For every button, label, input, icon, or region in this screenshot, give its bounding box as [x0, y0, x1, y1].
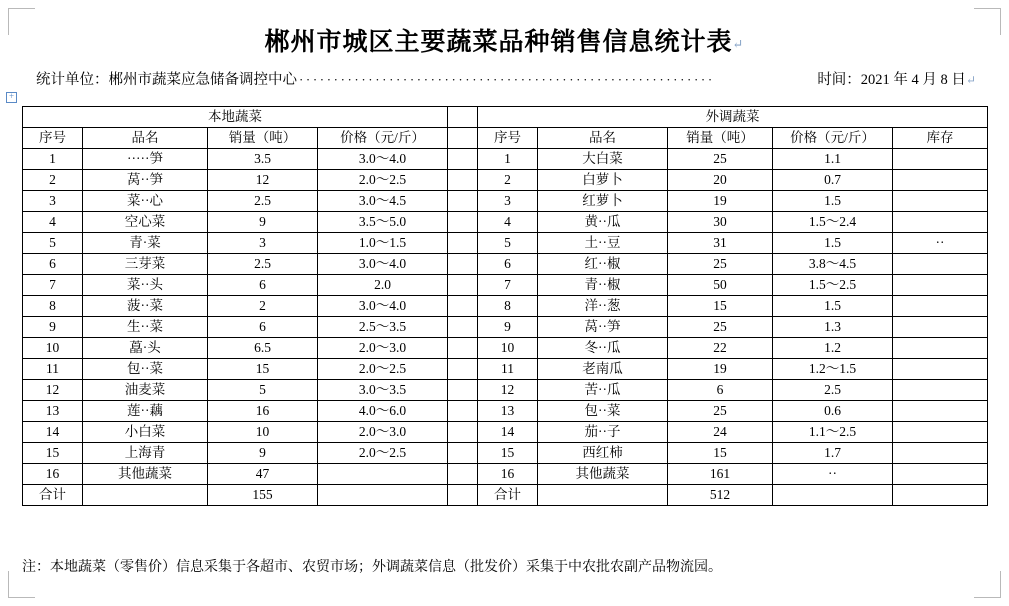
- cell-ext-no: 5: [478, 233, 538, 254]
- paragraph-mark-icon-2: ↵: [965, 73, 976, 87]
- cell-local-sales: 6: [208, 317, 318, 338]
- cell-local-total-label: 合计: [23, 485, 83, 506]
- spacer-cell: [448, 464, 478, 485]
- group-header-external: 外调蔬菜: [478, 107, 988, 128]
- cell-ext-no: 6: [478, 254, 538, 275]
- cell-local-name: 包··菜: [83, 359, 208, 380]
- cell-local-price: 2.0～3.0: [318, 422, 448, 443]
- spacer-cell: [448, 317, 478, 338]
- cell-ext-stock: [893, 359, 988, 380]
- table-row: [23, 401, 988, 422]
- cell-ext-stock: [893, 149, 988, 170]
- cell-local-total-name: [83, 485, 208, 506]
- table-row: [23, 380, 988, 401]
- cell-ext-stock: [893, 191, 988, 212]
- cell-ext-price: 1.2: [773, 338, 893, 359]
- cell-ext-sales: 15: [668, 443, 773, 464]
- cell-ext-name: 老南瓜: [538, 359, 668, 380]
- cell-ext-no: 8: [478, 296, 538, 317]
- cell-ext-price: ··: [773, 464, 893, 485]
- spacer-cell: [448, 296, 478, 317]
- cell-local-sales: 9: [208, 212, 318, 233]
- col-header-ext-no: 序号: [478, 128, 538, 149]
- table-row: [23, 422, 988, 443]
- paragraph-mark-icon: ↵: [732, 36, 745, 52]
- cell-local-sales: 10: [208, 422, 318, 443]
- cell-local-price: 3.0～3.5: [318, 380, 448, 401]
- cell-ext-name: 其他蔬菜: [538, 464, 668, 485]
- cell-ext-name: 红萝卜: [538, 191, 668, 212]
- cell-ext-no: 12: [478, 380, 538, 401]
- cell-ext-stock: [893, 338, 988, 359]
- cell-local-no: 13: [23, 401, 83, 422]
- cell-ext-name: 洋··葱: [538, 296, 668, 317]
- cell-ext-price: 1.1: [773, 149, 893, 170]
- cell-local-name: 上海青: [83, 443, 208, 464]
- cell-ext-name: 青··椒: [538, 275, 668, 296]
- cell-ext-stock: [893, 170, 988, 191]
- cell-local-price: 1.0～1.5: [318, 233, 448, 254]
- cell-local-no: 12: [23, 380, 83, 401]
- cell-ext-sales: 50: [668, 275, 773, 296]
- cell-ext-name: 红··椒: [538, 254, 668, 275]
- cell-ext-stock: [893, 254, 988, 275]
- cell-ext-total-price: [773, 485, 893, 506]
- cell-local-price: 2.0: [318, 275, 448, 296]
- cell-ext-name: 白萝卜: [538, 170, 668, 191]
- table-row: [23, 275, 988, 296]
- cell-ext-no: 3: [478, 191, 538, 212]
- table-row: [23, 212, 988, 233]
- cell-local-sales: 2.5: [208, 254, 318, 275]
- col-header-local-no: 序号: [23, 128, 83, 149]
- cell-local-name: 菠··菜: [83, 296, 208, 317]
- cell-local-name: ·····笋: [83, 149, 208, 170]
- cell-ext-total-sales: 512: [668, 485, 773, 506]
- cell-local-name: 莴··笋: [83, 170, 208, 191]
- cell-local-sales: 6.5: [208, 338, 318, 359]
- cell-local-name: 三芽菜: [83, 254, 208, 275]
- cell-ext-sales: 30: [668, 212, 773, 233]
- spacer-cell: [448, 422, 478, 443]
- cell-ext-sales: 25: [668, 254, 773, 275]
- cell-ext-total-label: 合计: [478, 485, 538, 506]
- cell-local-no: 15: [23, 443, 83, 464]
- cell-ext-stock: [893, 317, 988, 338]
- cell-local-no: 4: [23, 212, 83, 233]
- cell-local-no: 1: [23, 149, 83, 170]
- cell-ext-name: 茄··子: [538, 422, 668, 443]
- col-header-local-price: 价格（元/斤）: [318, 128, 448, 149]
- spacer-cell: [448, 128, 478, 149]
- cell-ext-name: 苦··瓜: [538, 380, 668, 401]
- cell-ext-name: 黄··瓜: [538, 212, 668, 233]
- col-header-ext-price: 价格（元/斤）: [773, 128, 893, 149]
- cell-ext-sales: 19: [668, 191, 773, 212]
- cell-ext-name: 土··豆: [538, 233, 668, 254]
- cell-ext-price: 1.3: [773, 317, 893, 338]
- table-note: 注：本地蔬菜（零售价）信息采集于各超市、农贸市场；外调蔬菜信息（批发价）采集于中农批农副产品物流园。: [22, 560, 722, 575]
- cell-local-sales: 9: [208, 443, 318, 464]
- col-header-ext-sales: 销量（吨）: [668, 128, 773, 149]
- cell-ext-price: 3.8～4.5: [773, 254, 893, 275]
- cell-local-price: [318, 464, 448, 485]
- cell-local-name: 生··菜: [83, 317, 208, 338]
- table-row: [23, 443, 988, 464]
- cell-local-sales: 2.5: [208, 191, 318, 212]
- cell-local-sales: 12: [208, 170, 318, 191]
- cell-ext-name: 西红柿: [538, 443, 668, 464]
- spacer-cell: [448, 338, 478, 359]
- table-row: [23, 170, 988, 191]
- cell-local-name: 空心菜: [83, 212, 208, 233]
- cell-local-no: 16: [23, 464, 83, 485]
- cell-ext-sales: 161: [668, 464, 773, 485]
- cell-local-name: 青·菜: [83, 233, 208, 254]
- cell-local-name: 莲··藕: [83, 401, 208, 422]
- cell-ext-price: 1.5: [773, 296, 893, 317]
- table-row: [23, 338, 988, 359]
- cell-ext-stock: [893, 275, 988, 296]
- cell-local-sales: 2: [208, 296, 318, 317]
- cell-local-price: 2.0～2.5: [318, 359, 448, 380]
- cell-local-price: 4.0～6.0: [318, 401, 448, 422]
- leader-dots: ····························································: [299, 72, 715, 87]
- cell-local-no: 10: [23, 338, 83, 359]
- table-row: [23, 464, 988, 485]
- cell-local-no: 5: [23, 233, 83, 254]
- cell-ext-no: 1: [478, 149, 538, 170]
- cell-ext-sales: 31: [668, 233, 773, 254]
- cell-ext-no: 9: [478, 317, 538, 338]
- cell-ext-sales: 20: [668, 170, 773, 191]
- cell-local-sales: 3: [208, 233, 318, 254]
- cell-local-sales: 6: [208, 275, 318, 296]
- cell-local-name: 菜··头: [83, 275, 208, 296]
- cell-ext-sales: 22: [668, 338, 773, 359]
- cell-ext-no: 2: [478, 170, 538, 191]
- spacer-cell: [448, 485, 478, 506]
- cell-local-no: 2: [23, 170, 83, 191]
- cell-ext-name: 冬··瓜: [538, 338, 668, 359]
- cell-ext-no: 7: [478, 275, 538, 296]
- cell-local-no: 11: [23, 359, 83, 380]
- cell-local-name: 其他蔬菜: [83, 464, 208, 485]
- page-title-text: 郴州市城区主要蔬菜品种销售信息统计表: [264, 29, 733, 56]
- col-header-local-sales: 销量（吨）: [208, 128, 318, 149]
- cell-local-no: 6: [23, 254, 83, 275]
- cell-ext-price: 1.5～2.4: [773, 212, 893, 233]
- vegetable-sales-table: [22, 106, 988, 506]
- cell-ext-sales: 24: [668, 422, 773, 443]
- cell-ext-total-stock: [893, 485, 988, 506]
- cell-ext-no: 10: [478, 338, 538, 359]
- spacer-cell: [448, 107, 478, 128]
- col-header-local-name: 品名: [83, 128, 208, 149]
- spacer-cell: [448, 191, 478, 212]
- cell-local-price: 3.5～5.0: [318, 212, 448, 233]
- cell-ext-no: 11: [478, 359, 538, 380]
- spacer-cell: [448, 359, 478, 380]
- cell-local-price: 3.0～4.0: [318, 149, 448, 170]
- spacer-cell: [448, 401, 478, 422]
- cell-local-total-sales: 155: [208, 485, 318, 506]
- cell-local-price: 2.0～3.0: [318, 338, 448, 359]
- cell-ext-total-name: [538, 485, 668, 506]
- table-row: [23, 359, 988, 380]
- cell-ext-price: 1.1～2.5: [773, 422, 893, 443]
- cell-local-price: 2.0～2.5: [318, 170, 448, 191]
- cell-ext-price: 1.7: [773, 443, 893, 464]
- cell-local-no: 8: [23, 296, 83, 317]
- cell-local-total-price: [318, 485, 448, 506]
- cell-local-name: 菜··心: [83, 191, 208, 212]
- cell-ext-sales: 19: [668, 359, 773, 380]
- cell-ext-name: 莴··笋: [538, 317, 668, 338]
- cell-ext-stock: [893, 464, 988, 485]
- cell-local-price: 3.0～4.5: [318, 191, 448, 212]
- table-group-header-row: [23, 107, 988, 128]
- table-row: [23, 149, 988, 170]
- cell-ext-price: 1.5～2.5: [773, 275, 893, 296]
- cell-ext-no: 13: [478, 401, 538, 422]
- page-title: [0, 22, 1009, 58]
- cell-ext-sales: 25: [668, 317, 773, 338]
- cell-ext-price: 1.5: [773, 191, 893, 212]
- cell-ext-stock: ··: [893, 233, 988, 254]
- cell-ext-name: 包··菜: [538, 401, 668, 422]
- cell-local-price: 2.5～3.5: [318, 317, 448, 338]
- cell-ext-price: 0.7: [773, 170, 893, 191]
- table-row: [23, 317, 988, 338]
- cell-local-no: 7: [23, 275, 83, 296]
- statistics-unit-label: 统计单位：郴州市蔬菜应急储备调控中心: [36, 72, 297, 88]
- cell-local-name: 小白菜: [83, 422, 208, 443]
- spacer-cell: [448, 212, 478, 233]
- cell-ext-price: 1.5: [773, 233, 893, 254]
- subheader-line: [36, 68, 976, 89]
- table-row: [23, 233, 988, 254]
- table-row: [23, 254, 988, 275]
- cell-local-sales: 15: [208, 359, 318, 380]
- cell-ext-no: 16: [478, 464, 538, 485]
- spacer-cell: [448, 443, 478, 464]
- spacer-cell: [448, 254, 478, 275]
- cell-local-price: 2.0～2.5: [318, 443, 448, 464]
- col-header-ext-name: 品名: [538, 128, 668, 149]
- cell-local-name: 藠·头: [83, 338, 208, 359]
- spacer-cell: [448, 170, 478, 191]
- cell-local-price: 3.0～4.0: [318, 254, 448, 275]
- cell-local-sales: 5: [208, 380, 318, 401]
- cell-local-price: 3.0～4.0: [318, 296, 448, 317]
- cell-ext-stock: [893, 401, 988, 422]
- cell-local-sales: 3.5: [208, 149, 318, 170]
- cell-ext-no: 14: [478, 422, 538, 443]
- cell-local-no: 14: [23, 422, 83, 443]
- cell-ext-stock: [893, 443, 988, 464]
- cell-ext-price: 0.6: [773, 401, 893, 422]
- spacer-cell: [448, 275, 478, 296]
- group-header-local: 本地蔬菜: [23, 107, 448, 128]
- cell-local-no: 3: [23, 191, 83, 212]
- cell-ext-stock: [893, 422, 988, 443]
- cell-local-sales: 47: [208, 464, 318, 485]
- cell-ext-price: 1.2～1.5: [773, 359, 893, 380]
- spacer-cell: [448, 380, 478, 401]
- table-total-row: [23, 485, 988, 506]
- report-date-label: 时间：2021 年 4 月 8 日: [817, 72, 966, 88]
- cell-ext-stock: [893, 296, 988, 317]
- cell-ext-stock: [893, 380, 988, 401]
- table-row: [23, 191, 988, 212]
- cell-ext-sales: 25: [668, 149, 773, 170]
- spacer-cell: [448, 233, 478, 254]
- cell-ext-no: 15: [478, 443, 538, 464]
- cell-ext-stock: [893, 212, 988, 233]
- cell-local-sales: 16: [208, 401, 318, 422]
- col-header-ext-stock: 库存: [893, 128, 988, 149]
- cell-local-name: 油麦菜: [83, 380, 208, 401]
- cell-ext-price: 2.5: [773, 380, 893, 401]
- cell-ext-sales: 6: [668, 380, 773, 401]
- cell-ext-sales: 25: [668, 401, 773, 422]
- table-header-row: [23, 128, 988, 149]
- cell-ext-sales: 15: [668, 296, 773, 317]
- table-row: [23, 296, 988, 317]
- cell-ext-name: 大白菜: [538, 149, 668, 170]
- cell-local-no: 9: [23, 317, 83, 338]
- cell-ext-no: 4: [478, 212, 538, 233]
- spacer-cell: [448, 149, 478, 170]
